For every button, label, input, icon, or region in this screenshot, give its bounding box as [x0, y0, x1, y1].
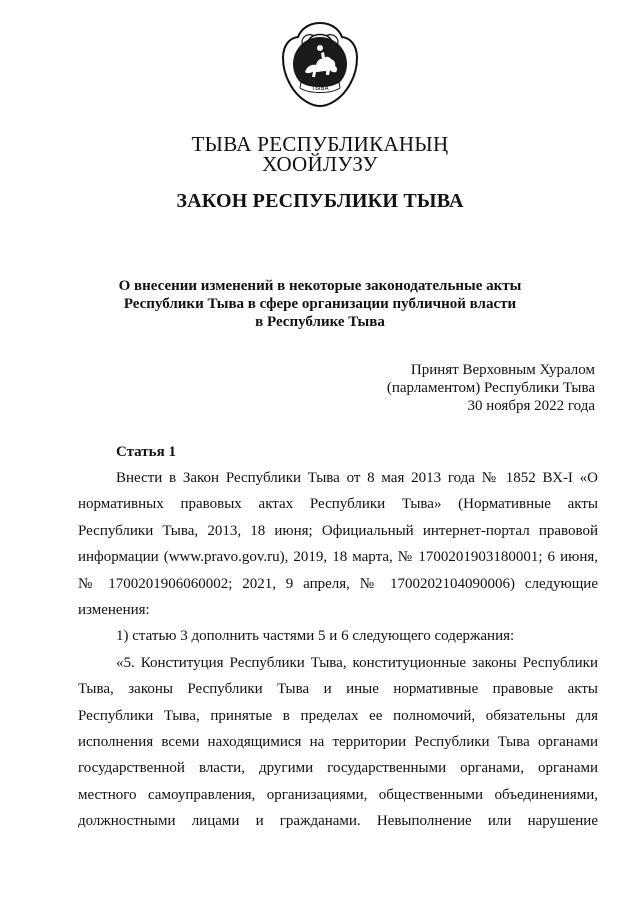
body-line: изменения: — [78, 601, 150, 618]
body-line: нормативных правовых актах Республики Тыва» (Нормативные акты — [78, 496, 598, 513]
body-line: Республики Тыва, принятые в пределах ее полномочий, обязательны для — [78, 707, 598, 724]
body-line: информации (www.pravo.gov.ru), 2019, 18 марта, № 1700201903180001; 6 июня, — [78, 549, 598, 566]
body-line: местного самоуправления, организациями, общественными объединениями, — [78, 786, 598, 803]
law-subject-line: О внесении изменений в некоторые законодательные акты — [118, 278, 522, 294]
body-line: государственной власти, другими государственными органами, органами — [78, 760, 598, 777]
emblem-of-tuva — [279, 20, 361, 108]
law-title: ЗАКОН РЕСПУБЛИКИ ТЫВА — [176, 190, 464, 212]
article-heading: Статья 1 — [116, 444, 176, 460]
body-line: Республики Тыва, 2013, 18 июня; Официальный интернет-портал правовой — [78, 522, 598, 539]
law-subject-line: Республики Тыва в сфере организации публичной власти — [123, 296, 517, 312]
org-name-line-1: ТЫВА РЕСПУБЛИКАНЫҢ — [191, 132, 449, 156]
emblem-ribbon-text: ТЫВА — [311, 85, 329, 92]
article-body — [78, 465, 598, 834]
body-line: № 1700201906060002; 2021, 9 апреля, № 1700202104090006) следующие — [78, 575, 598, 592]
org-name-line-2: ХООЙЛУЗУ — [262, 152, 378, 176]
body-line: исполнения всеми находящимися на территории Республики Тыва органами — [78, 733, 598, 750]
body-line: Тыва, законы Республики Тыва и иные нормативные правовые акты — [78, 681, 598, 698]
body-line: 1) статью 3 дополнить частями 5 и 6 следующего содержания: — [116, 628, 515, 645]
law-subject — [80, 277, 560, 331]
body-line: «5. Конституция Республики Тыва, конституционные законы Республики — [116, 654, 598, 671]
adoption-note — [387, 361, 595, 415]
body-line: Внести в Закон Республики Тыва от 8 мая 2013 года № 1852 ВХ-I «О — [116, 470, 598, 486]
adoption-note-line: Принят Верховным Хуралом — [410, 362, 595, 378]
adoption-note-date: 30 ноября 2022 года — [467, 398, 595, 414]
adoption-note-line: (парламентом) Республики Тыва — [386, 380, 595, 396]
law-subject-line: в Республике Тыва — [255, 314, 385, 330]
body-line: должностными лицами и гражданами. Невыполнение или нарушение — [78, 813, 598, 830]
